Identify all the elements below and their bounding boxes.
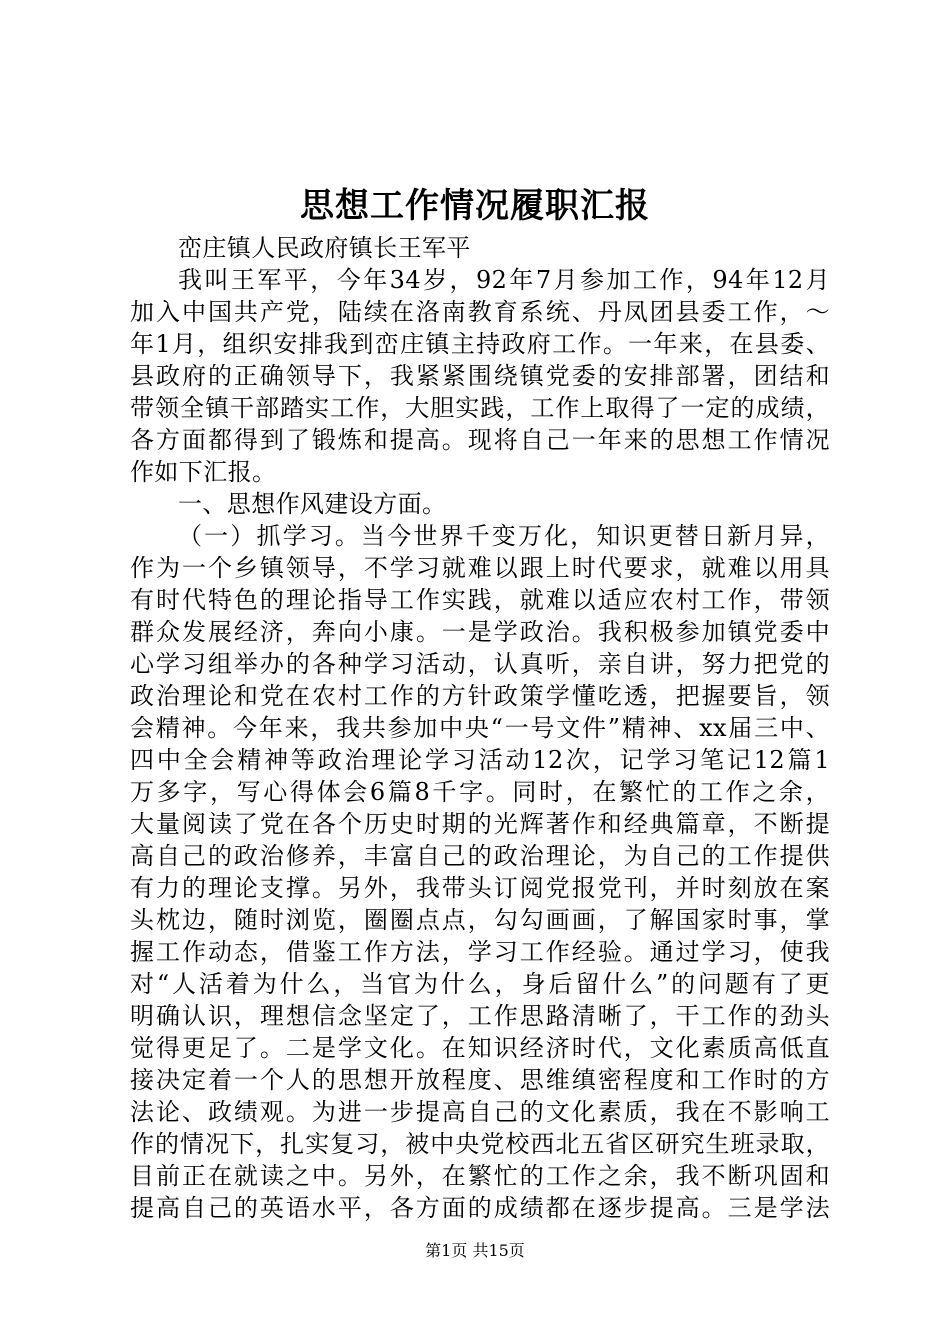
text-line: 作为一个乡镇领导，不学习就难以跟上时代要求，就难以用具 <box>130 554 830 582</box>
text-line: 有时代特色的理论指导工作实践，就难以适应农村工作，带领 <box>130 586 830 614</box>
text-line: 政治理论和党在农村工作的方针政策学懂吃透，把握要旨，领 <box>130 682 830 710</box>
text-line: 四中全会精神等政治理论学习活动12次，记学习笔记12篇1 <box>130 746 830 774</box>
text-line: 握工作动态，借鉴工作方法，学习工作经验。通过学习，使我 <box>130 938 830 966</box>
text-line: 觉得更足了。二是学文化。在知识经济时代，文化素质高低直 <box>130 1034 830 1062</box>
section-heading: 一、思想作风建设方面。 <box>178 490 447 518</box>
text-line: 县政府的正确领导下，我紧紧围绕镇党委的安排部署，团结和 <box>130 362 830 390</box>
text-line: 我叫王军平，今年34岁，92年7月参加工作，94年12月 <box>178 266 830 294</box>
text-line: 目前正在就读之中。另外，在繁忙的工作之余，我不断巩固和 <box>130 1162 830 1190</box>
page-number-footer: 第1页 共15页 <box>425 1241 525 1260</box>
text-line: 高自己的政治修养，丰富自己的政治理论，为自己的工作提供 <box>130 842 830 870</box>
text-line: （一）抓学习。当今世界千变万化，知识更替日新月异， <box>178 522 830 550</box>
text-line: 有力的理论支撑。另外，我带头订阅党报党刊，并时刻放在案 <box>130 874 830 902</box>
document-title: 思想工作情况履职汇报 <box>300 186 650 226</box>
text-line: 会精神。今年来，我共参加中央“一号文件”精神、xx届三中、 <box>130 714 830 742</box>
text-line: 法论、政绩观。为进一步提高自己的文化素质，我在不影响工 <box>130 1098 830 1126</box>
text-line: 带领全镇干部踏实工作，大胆实践，工作上取得了一定的成绩， <box>130 394 830 422</box>
text-line: 心学习组举办的各种学习活动，认真听，亲自讲，努力把党的 <box>130 650 830 678</box>
text-line: 提高自己的英语水平，各方面的成绩都在逐步提高。三是学法 <box>130 1194 830 1222</box>
text-line: 作如下汇报。 <box>130 458 277 486</box>
text-line: 加入中国共产党，陆续在洛南教育系统、丹凤团县委工作，～ <box>130 298 830 326</box>
text-line: 年1月，组织安排我到峦庄镇主持政府工作。一年来，在县委、 <box>130 330 830 358</box>
text-line: 对“人活着为什么，当官为什么，身后留什么”的问题有了更 <box>130 970 830 998</box>
text-line: 作的情况下，扎实复习，被中央党校西北五省区研究生班录取， <box>130 1130 830 1158</box>
text-line: 各方面都得到了锻炼和提高。现将自己一年来的思想工作情况 <box>130 426 830 454</box>
text-line: 接决定着一个人的思想开放程度、思维缜密程度和工作时的方 <box>130 1066 830 1094</box>
text-line: 大量阅读了党在各个历史时期的光辉著作和经典篇章，不断提 <box>130 810 830 838</box>
author-line: 峦庄镇人民政府镇长王军平 <box>178 234 471 262</box>
text-line: 万多字，写心得体会6篇8千字。同时，在繁忙的工作之余， <box>130 778 830 806</box>
text-line: 明确认识，理想信念坚定了，工作思路清晰了，干工作的劲头 <box>130 1002 830 1030</box>
text-line: 群众发展经济，奔向小康。一是学政治。我积极参加镇党委中 <box>130 618 830 646</box>
document-body <box>130 232 830 1224</box>
text-line: 头枕边，随时浏览，圈圈点点，勾勾画画，了解国家时事，掌 <box>130 906 830 934</box>
